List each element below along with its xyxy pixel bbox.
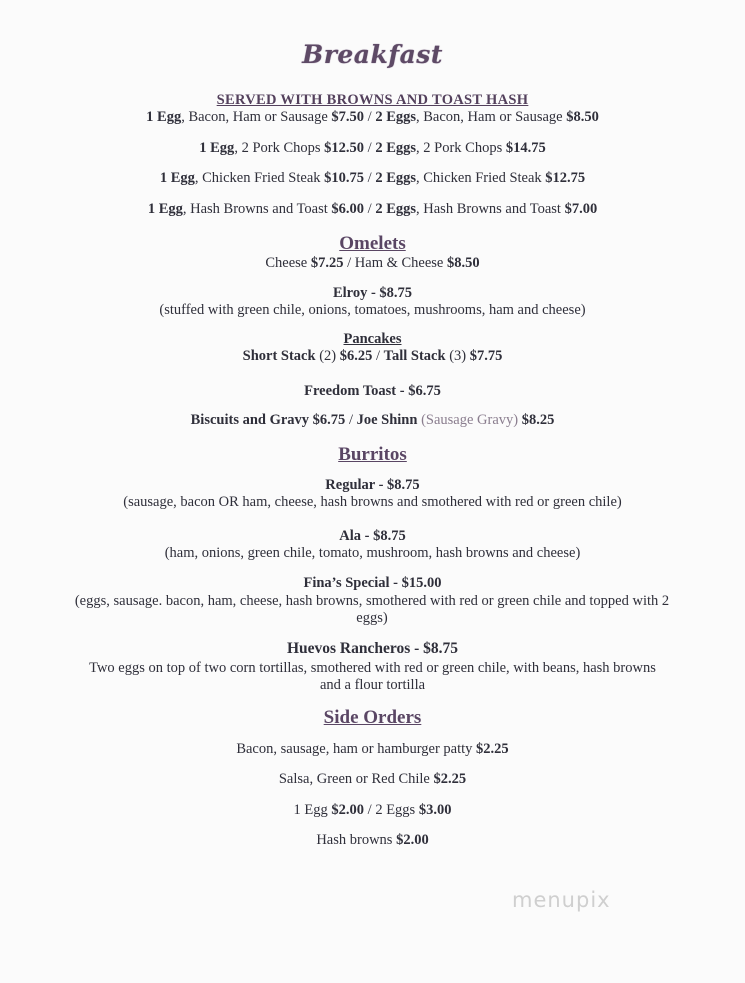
burrito-ala-description: (ham, onions, green chile, tomato, mushroom, hash browns and cheese) xyxy=(164,545,581,561)
side-order-item: Bacon, sausage, ham or hamburger patty $2.25 xyxy=(236,741,509,757)
side-order-eggs: 1 Egg $2.00 / 2 Eggs $3.00 xyxy=(293,802,452,818)
combo-line: 1 Egg, 2 Pork Chops $12.50 / 2 Eggs, 2 Pork Chops $14.75 xyxy=(199,140,546,156)
huevos-rancheros-description: Two eggs on top of two corn tortillas, smothered with red or green chile, with beans, hash browns and a flour tortilla xyxy=(89,660,656,693)
pancakes-heading: Pancakes xyxy=(343,331,402,347)
combo-line: 1 Egg, Chicken Fried Steak $10.75 / 2 Eggs, Chicken Fried Steak $12.75 xyxy=(159,170,586,186)
burrito-finas-special: Fina’s Special - $15.00 xyxy=(303,575,442,591)
elroy-description: (stuffed with green chile, onions, tomatoes, mushrooms, ham and cheese) xyxy=(159,302,586,318)
side-orders-heading: Side Orders xyxy=(323,707,422,728)
burrito-ala: Ala - $8.75 xyxy=(339,528,406,544)
combo-line: 1 Egg, Hash Browns and Toast $6.00 / 2 Eggs, Hash Browns and Toast $7.00 xyxy=(147,201,598,217)
combo-line: 1 Egg, Bacon, Ham or Sausage $7.50 / 2 Eggs, Bacon, Ham or Sausage $8.50 xyxy=(146,109,599,125)
elroy-item: Elroy - $8.75 xyxy=(332,285,413,301)
menupix-watermark: menupix xyxy=(512,888,611,912)
side-order-item: Salsa, Green or Red Chile $2.25 xyxy=(278,771,467,787)
burrito-regular-description: (sausage, bacon OR ham, cheese, hash browns and smothered with red or green chile) xyxy=(123,494,622,510)
burrito-regular: Regular - $8.75 xyxy=(325,477,420,493)
omelets-heading: Omelets xyxy=(339,233,406,254)
burrito-finas-description: (eggs, sausage. bacon, ham, cheese, hash browns, smothered with red or green chile and topped with 2 eggs) xyxy=(74,593,670,626)
huevos-rancheros-item: Huevos Rancheros - $8.75 xyxy=(286,640,459,657)
side-order-item: Hash browns $2.00 xyxy=(316,832,429,848)
menu-title: Breakfast xyxy=(302,40,443,69)
biscuits-gravy-item: Biscuits and Gravy $6.75 / Joe Shinn (Sausage Gravy) $8.25 xyxy=(190,412,555,428)
freedom-toast-item: Freedom Toast - $6.75 xyxy=(304,383,441,399)
pancake-prices: Short Stack (2) $6.25 / Tall Stack (3) $7.75 xyxy=(242,348,503,364)
omelet-prices: Cheese $7.25 / Ham & Cheese $8.50 xyxy=(265,255,480,271)
burritos-heading: Burritos xyxy=(338,444,407,465)
served-with-note: SERVED WITH BROWNS AND TOAST HASH xyxy=(216,92,529,108)
